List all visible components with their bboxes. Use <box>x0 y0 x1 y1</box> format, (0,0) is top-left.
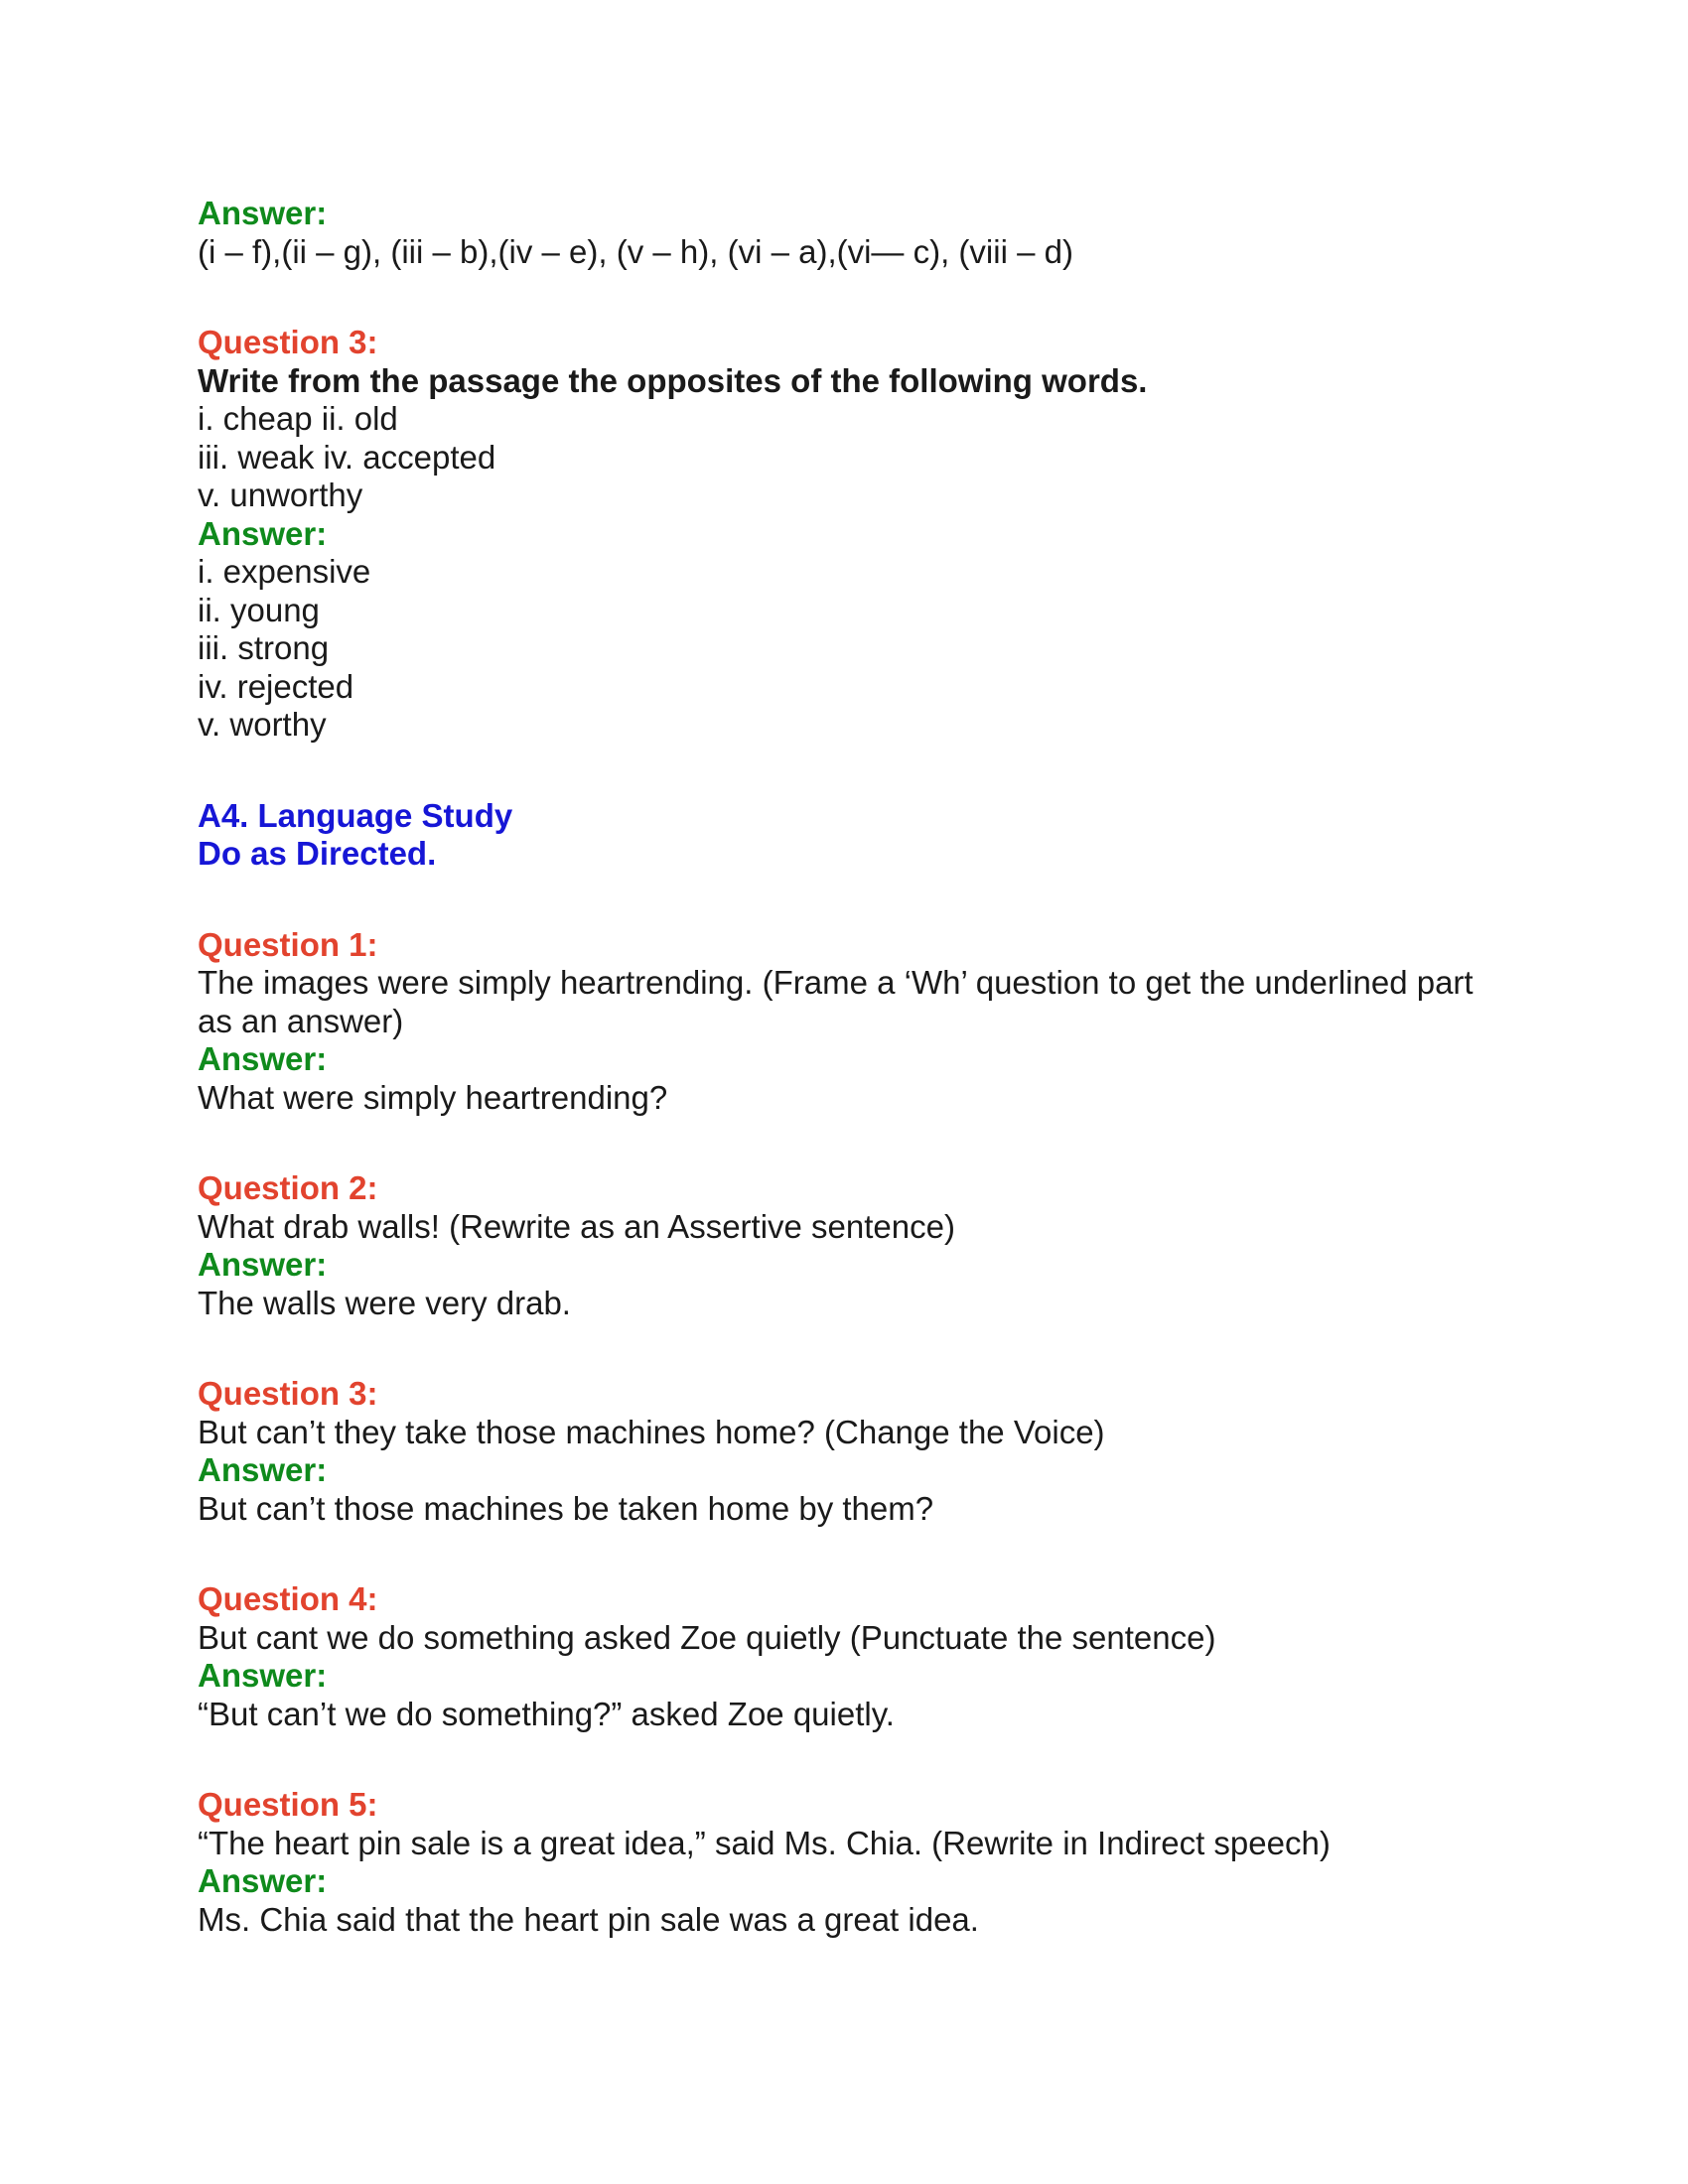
question-label: Question 1: <box>198 925 378 963</box>
document-content <box>198 195 1508 1939</box>
question-label: Question 5: <box>198 1786 378 1823</box>
question-block <box>198 1169 1508 1322</box>
question-text: But can’t they take those machines home? (Change the Voice) <box>198 1413 1105 1450</box>
question-block <box>198 1375 1508 1528</box>
answer-label: Answer: <box>198 1451 328 1488</box>
question-block <box>198 926 1508 1118</box>
answer-label: Answer: <box>198 195 328 231</box>
question-block <box>198 1580 1508 1733</box>
question-item: v. unworthy <box>198 477 363 513</box>
answer-text: (i – f),(ii – g), (iii – b),(iv – e), (v – h), (vi – a),(vi— c), (viii – d) <box>198 232 1073 270</box>
answer-text: “But can’t we do something?” asked Zoe quietly. <box>198 1695 895 1732</box>
answer-item: i. expensive <box>198 553 371 590</box>
answer-text: What were simply heartrending? <box>198 1078 668 1116</box>
question-label: Question 4: <box>198 1580 378 1617</box>
question-label: Question 3: <box>198 324 378 360</box>
question-text: The images were simply heartrending. (Frame a ‘Wh’ question to get the underlined part as an answer) <box>198 964 1474 1039</box>
answer-label: Answer: <box>198 1657 328 1694</box>
answer-label: Answer: <box>198 1040 328 1077</box>
spacer <box>198 1733 1508 1786</box>
answer-text: But can’t those machines be taken home by them? <box>198 1489 934 1527</box>
section-subtitle: Do as Directed. <box>198 835 437 872</box>
question-prompt: Write from the passage the opposites of the following words. <box>198 361 1148 399</box>
question-block-opposites <box>198 324 1508 745</box>
question-label: Question 3: <box>198 1375 378 1412</box>
answer-item: v. worthy <box>198 706 327 743</box>
answer-text: The walls were very drab. <box>198 1284 571 1321</box>
question-text: “The heart pin sale is a great idea,” said Ms. Chia. (Rewrite in Indirect speech) <box>198 1824 1331 1861</box>
answer-item: ii. young <box>198 591 320 628</box>
question-label: Question 2: <box>198 1169 378 1206</box>
question-item: iii. weak iv. accepted <box>198 438 496 476</box>
answer-label: Answer: <box>198 514 328 552</box>
question-item: i. cheap ii. old <box>198 400 398 437</box>
spacer <box>198 745 1508 797</box>
spacer <box>198 1528 1508 1580</box>
question-block <box>198 1786 1508 1939</box>
spacer <box>198 271 1508 324</box>
question-text: But cant we do something asked Zoe quietly (Punctuate the sentence) <box>198 1618 1216 1656</box>
answer-text: Ms. Chia said that the heart pin sale was a great idea. <box>198 1900 979 1938</box>
section-title: A4. Language Study <box>198 796 513 834</box>
spacer <box>198 1117 1508 1169</box>
spacer <box>198 874 1508 926</box>
answer-item: iii. strong <box>198 629 330 666</box>
question-text: What drab walls! (Rewrite as an Assertive sentence) <box>198 1207 955 1245</box>
answer-label: Answer: <box>198 1862 328 1899</box>
answer-block-matching <box>198 195 1508 271</box>
section-heading <box>198 797 1508 874</box>
answer-item: iv. rejected <box>198 667 354 705</box>
answer-label: Answer: <box>198 1246 328 1283</box>
spacer <box>198 1322 1508 1375</box>
